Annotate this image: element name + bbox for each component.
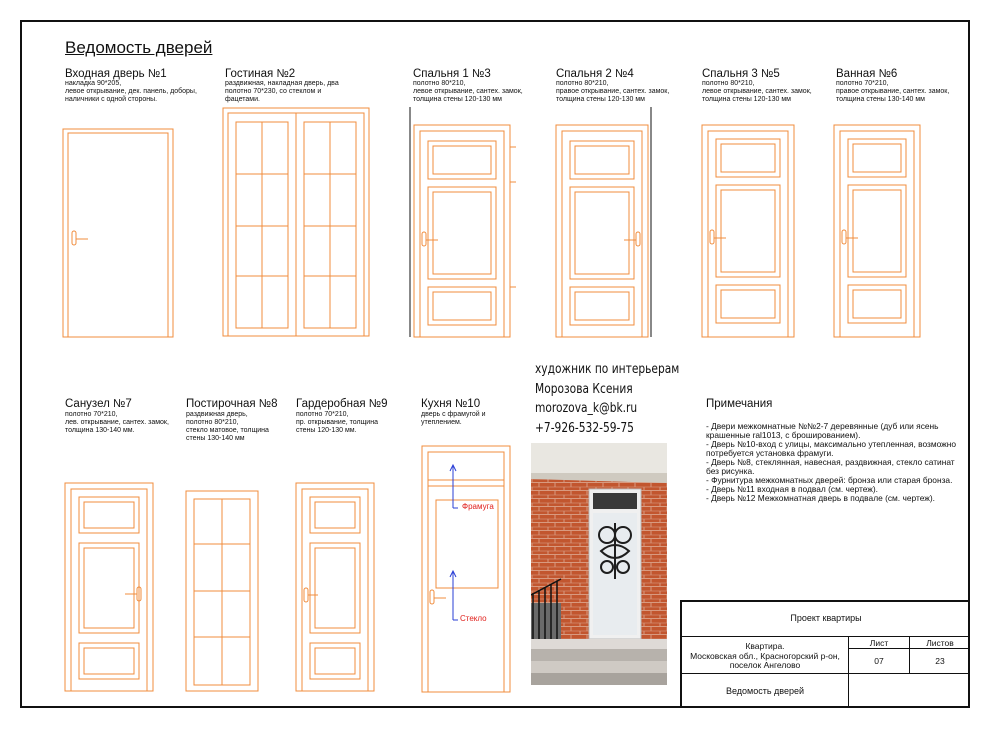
sheets-total: 23 xyxy=(935,656,945,666)
sheet-number: 07 xyxy=(874,656,884,666)
door-2-title: Гостиная №2 xyxy=(225,68,296,80)
title-block-line xyxy=(680,636,970,637)
door-4-title: Спальня 2 №4 xyxy=(556,68,634,80)
door-5-desc: полотно 80*210, левое открывание, сантех. замок, толщина стены 120-130 мм xyxy=(702,80,812,103)
door-9-title: Гардеробная №9 xyxy=(296,398,388,410)
title-block-border xyxy=(680,600,970,602)
object-line: Квартира. xyxy=(745,641,785,651)
door-7-desc: полотно 70*210, лев. открывание, сантех. замок, толщина 130-140 мм. xyxy=(65,411,169,434)
door-5-drawing xyxy=(700,123,798,339)
door-7-drawing xyxy=(63,481,157,693)
door-3-desc: полотно 80*210, левое открывание, сантех. замок, толщина стены 120-130 мм xyxy=(413,80,523,103)
notes-list xyxy=(706,422,966,503)
door-10-drawing xyxy=(420,444,514,694)
door-3-drawing xyxy=(408,107,518,339)
door-1-desc: накладка 90*205, левое открывание, дек. панель, доборы, наличники с одной стороны. xyxy=(65,80,197,103)
artist-role: художник по интерьерам xyxy=(535,362,680,377)
door-3-title: Спальня 1 №3 xyxy=(413,68,491,80)
door-1-drawing xyxy=(62,125,178,339)
page-title: Ведомость дверей xyxy=(65,38,213,57)
notes-title: Примечания xyxy=(706,398,773,410)
note-item: - Двери межкомнатные №№2-7 деревянные (дуб или ясень крашенные ral1013, с брошированием). xyxy=(706,421,939,440)
door-1-title: Входная дверь №1 xyxy=(65,68,167,80)
door-9-drawing xyxy=(294,481,378,693)
transom-label: Фрамуга xyxy=(462,502,494,511)
object-address xyxy=(682,642,848,671)
door-10-title: Кухня №10 xyxy=(421,398,481,410)
door-6-desc: полотно 70*210, правое открывание, сантех. замок, толщина стены 130-140 мм xyxy=(836,80,950,103)
entrance-photo xyxy=(531,443,667,685)
note-item: - Дверь №10-вход с улицы, максимально утепленная, возможно потребуется установка фрамуги. xyxy=(706,439,957,458)
object-line: поселок Ангелово xyxy=(729,660,801,670)
title-block-line xyxy=(680,673,970,674)
door-8-title: Постирочная №8 xyxy=(186,398,278,410)
door-8-desc: раздвижная дверь, полотно 80*210, стекло матовое, толщина стены 130-140 мм xyxy=(186,411,269,442)
artist-phone: +7-926-532-59-75 xyxy=(535,420,634,436)
artist-info xyxy=(535,360,679,438)
door-4-drawing xyxy=(552,107,662,339)
artist-name: Морозова Ксения xyxy=(535,381,633,397)
door-6-title: Ванная №6 xyxy=(836,68,898,80)
door-7-title: Санузел №7 xyxy=(65,398,132,410)
note-item: - Дверь №11 входная в подвал (см. чертеж). xyxy=(706,484,879,494)
door-4-desc: полотно 80*210, правое открывание, сантех. замок, толщина стены 120-130 мм xyxy=(556,80,670,103)
door-9-desc: полотно 70*210, пр. открывание, толщина стены 120-130 мм. xyxy=(296,411,378,434)
note-item: - Дверь №8, стеклянная, навесная, раздвижная, стекло сатинат без рисунка. xyxy=(706,457,955,476)
door-2-desc: раздвижная, накладная дверь, два полотно 70*230, со стеклом и фацетами. xyxy=(225,80,339,103)
sheets-label: Листов xyxy=(926,638,954,648)
note-item: - Фурнитура межкомнатных дверей: бронза или старая бронза. xyxy=(706,475,953,485)
sheet-label: Лист xyxy=(869,638,889,648)
door-6-drawing xyxy=(832,123,924,339)
project-name: Проект квартиры xyxy=(790,613,862,623)
note-item: - Дверь №12 Межкомнатная дверь в подвале (см. чертеж). xyxy=(706,493,935,503)
drawing-name: Ведомость дверей xyxy=(725,686,805,696)
artist-email: morozova_k@bk.ru xyxy=(535,401,638,417)
door-8-drawing xyxy=(184,489,264,693)
door-10-desc: дверь с фрамугой и утеплением. xyxy=(421,411,486,426)
door-2-drawing xyxy=(222,106,372,338)
glass-label: Стекло xyxy=(460,614,487,623)
title-block-line xyxy=(848,648,970,649)
object-line: Московская обл., Красногорский р-он, xyxy=(690,650,840,661)
door-5-title: Спальня 3 №5 xyxy=(702,68,780,80)
